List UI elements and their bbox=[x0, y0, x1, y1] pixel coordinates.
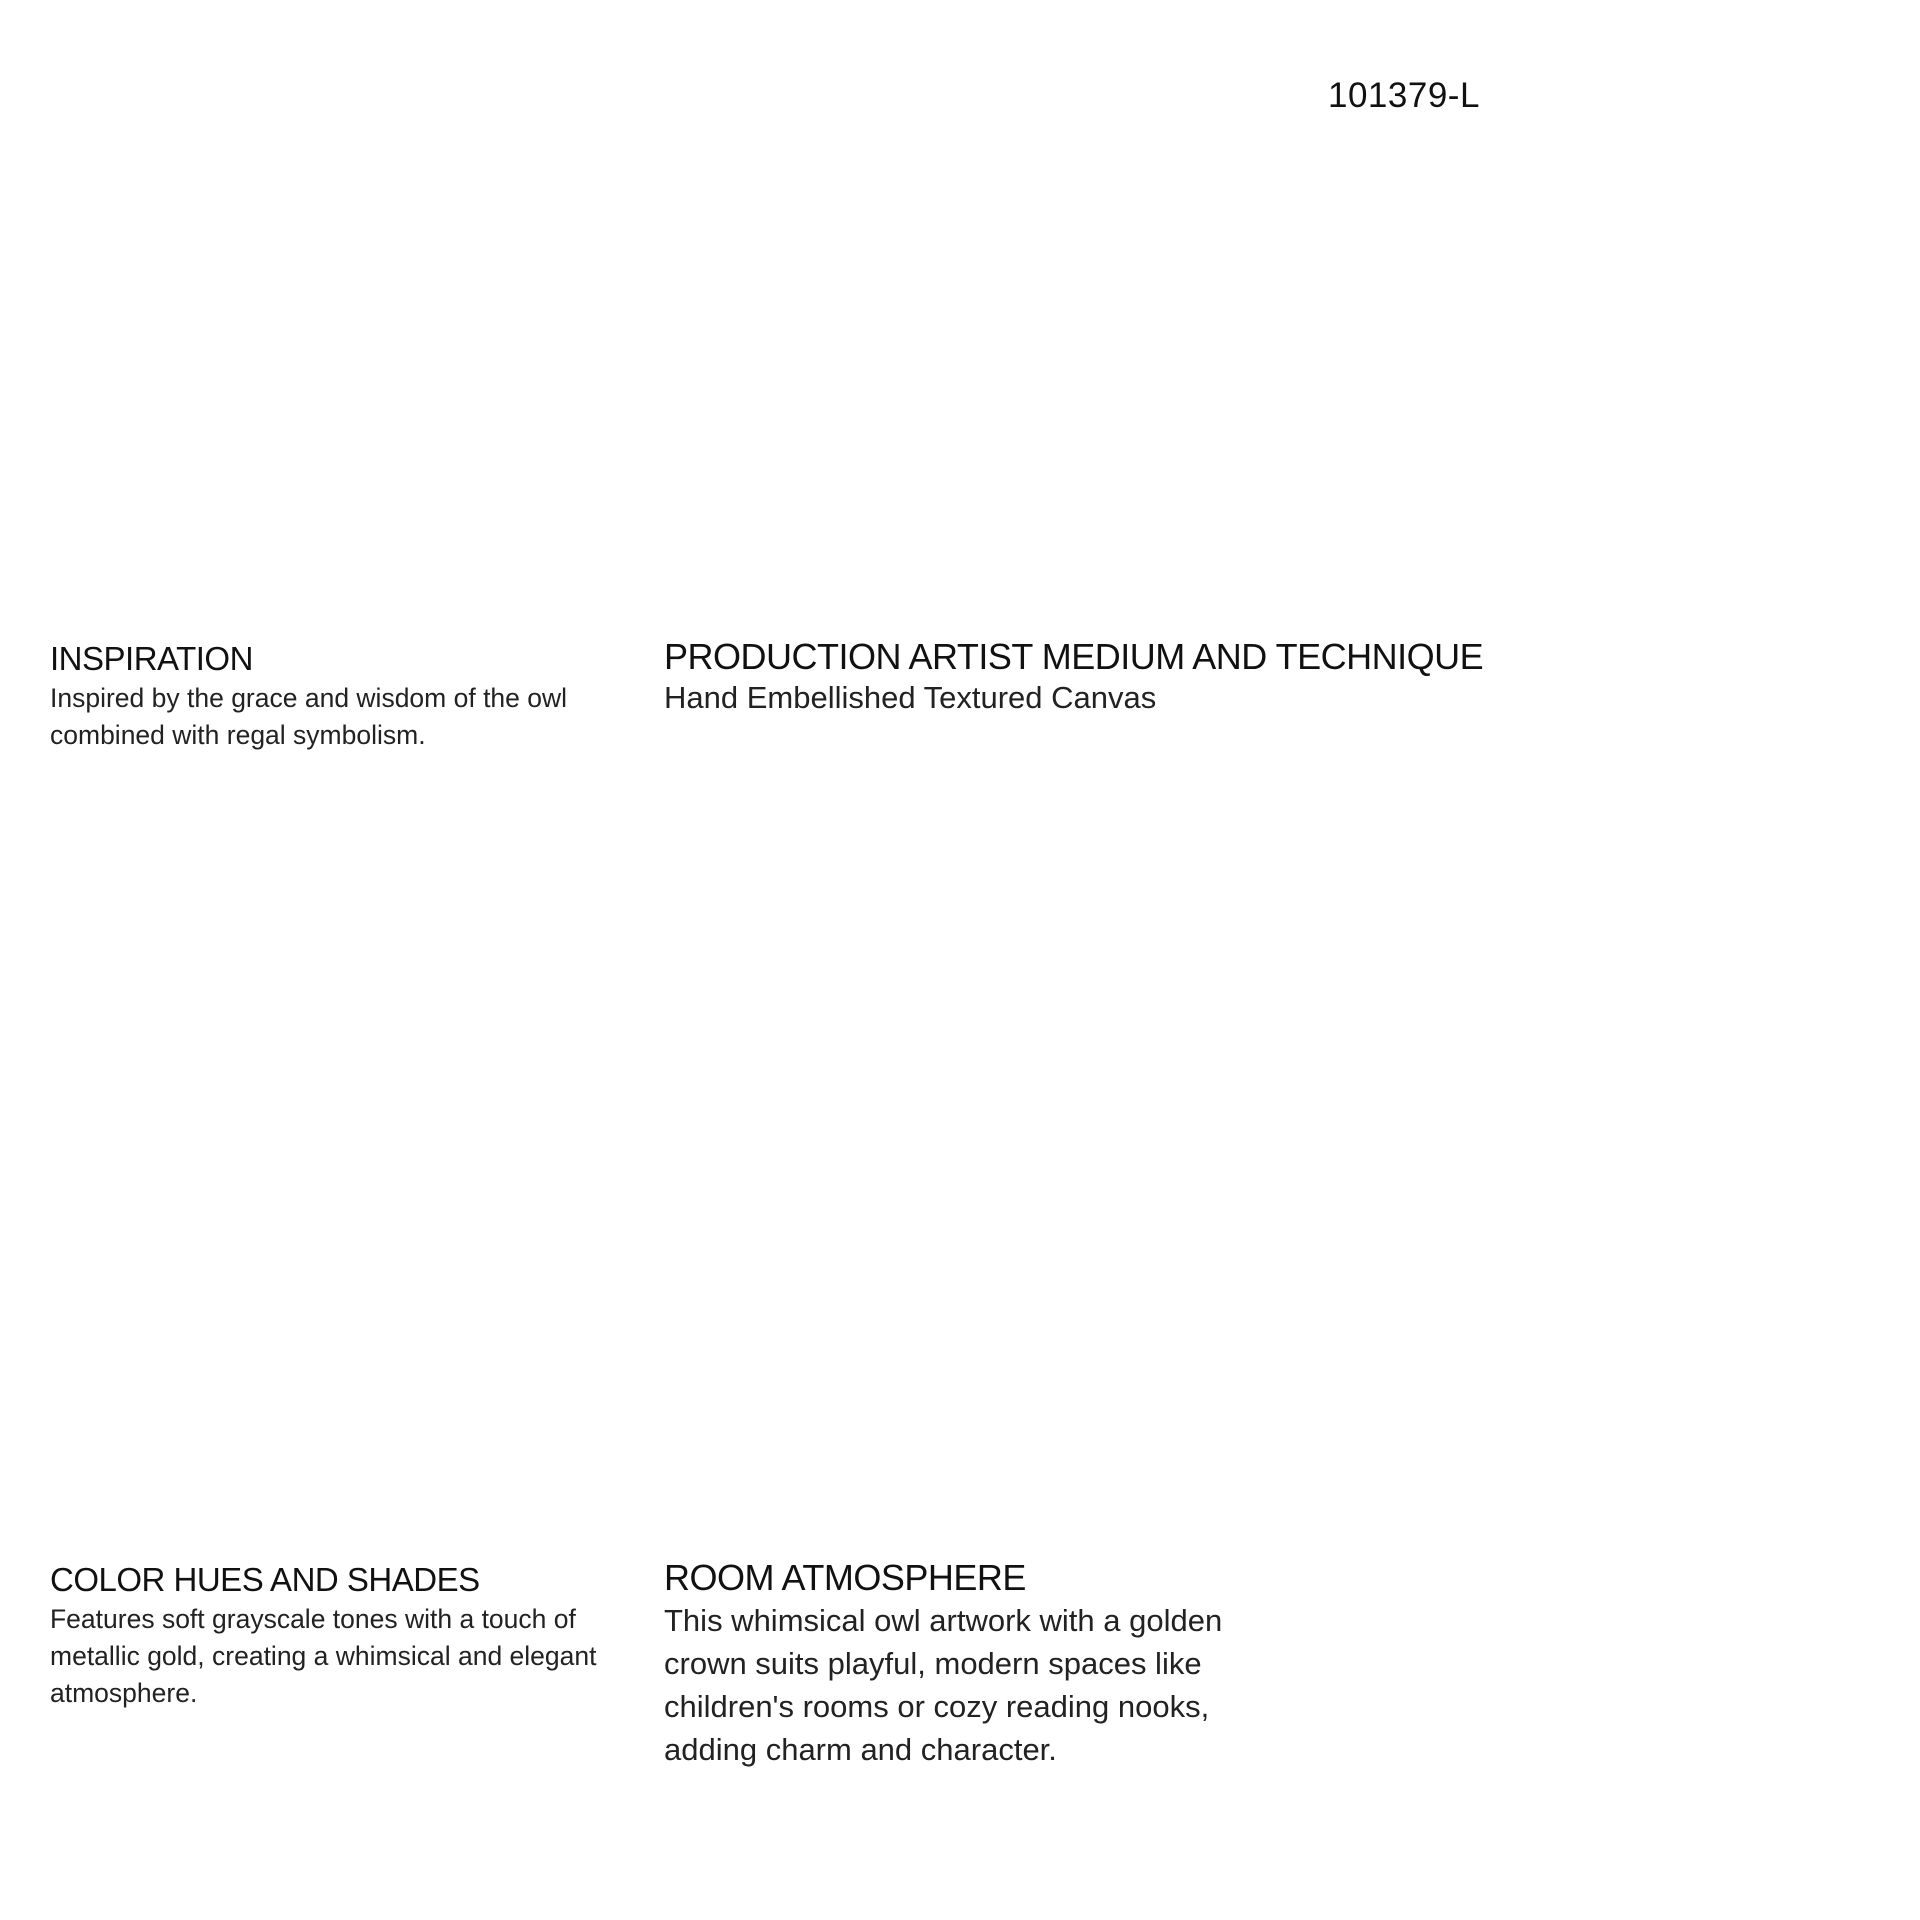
inspiration-heading: INSPIRATION bbox=[50, 640, 253, 677]
medium-technique-heading: PRODUCTION ARTIST MEDIUM AND TECHNIQUE bbox=[664, 636, 1484, 677]
room-atmosphere-heading: ROOM ATMOSPHERE bbox=[664, 1557, 1026, 1598]
room-atmosphere-section bbox=[664, 1557, 1224, 1771]
color-hues-section bbox=[50, 1561, 630, 1712]
inspiration-text: Inspired by the grace and wisdom of the owl combined with regal symbolism. bbox=[50, 683, 568, 750]
color-hues-text: Features soft grayscale tones with a touch of metallic gold, creating a whimsical and elegant atmosphere. bbox=[50, 1604, 597, 1708]
inspiration-section bbox=[50, 640, 630, 754]
medium-technique-text: Hand Embellished Textured Canvas bbox=[664, 680, 1157, 715]
medium-technique-section bbox=[664, 636, 1664, 718]
color-hues-heading: COLOR HUES AND SHADES bbox=[50, 1561, 480, 1598]
product-sku: 101379-L bbox=[1328, 76, 1480, 115]
room-atmosphere-text: This whimsical owl artwork with a golden crown suits playful, modern spaces like children's rooms or cozy reading nooks, adding charm and character. bbox=[664, 1603, 1223, 1767]
